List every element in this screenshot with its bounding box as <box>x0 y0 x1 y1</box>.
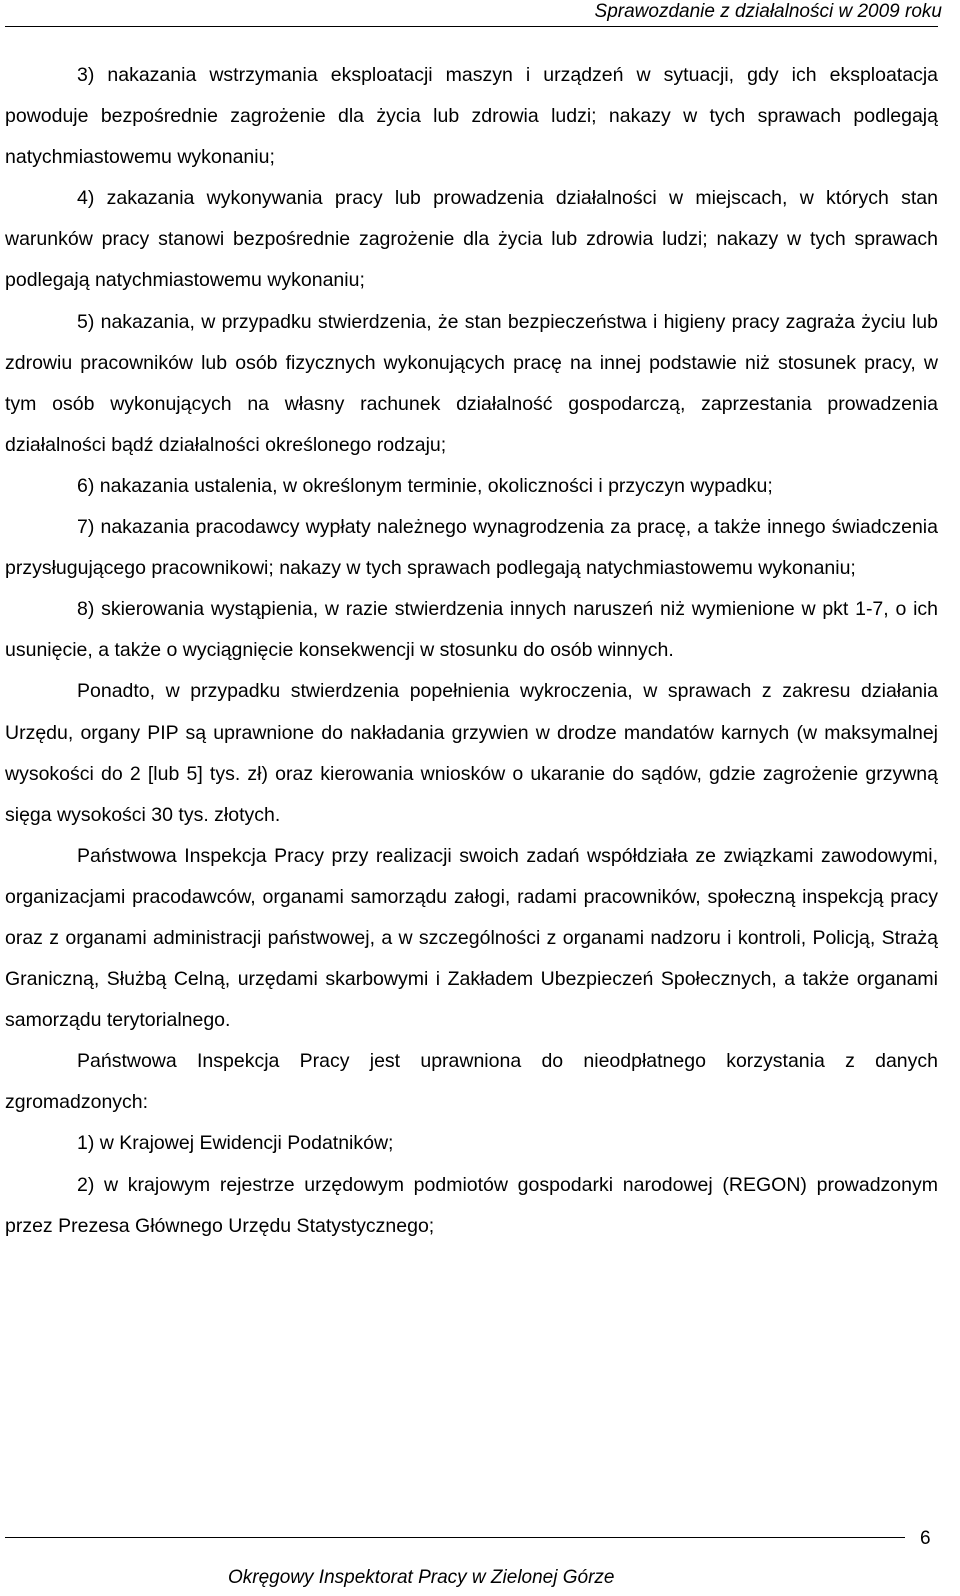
list-item-8: 8) skierowania wystąpienia, w razie stwierdzenia innych naruszeń niż wymienione w pkt 1-7, o ich usunięcie, a także o wyciągnięcie konsekwencji w stosunku do osób winnych. <box>5 598 938 662</box>
data-source-item-1: 1) w Krajowej Ewidencji Podatników; <box>77 1132 394 1155</box>
list-item-6: 6) nakazania ustalenia, w określonym terminie, okoliczności i przyczyn wypadku; <box>77 474 773 497</box>
list-item-4: 4) zakazania wykonywania pracy lub prowadzenia działalności w miejscach, w których stan warunków pracy stanowi bezpośrednie zagrożenie dla życia lub zdrowia ludzi; nakazy w tych sprawach podlegają natychmiastowemu wykonaniu; <box>5 187 938 292</box>
document-body <box>5 55 938 1247</box>
list-item-3: 3) nakazania wstrzymania eksploatacji maszyn i urządzeń w sytuacji, gdy ich eksploatacja powoduje bezpośrednie zagrożenie dla życia lub zdrowia ludzi; nakazy w tych sprawach podlegają natychmiastowemu wykonaniu; <box>5 64 938 169</box>
list-item-5: 5) nakazania, w przypadku stwierdzenia, że stan bezpieczeństwa i higieny pracy zagraża życiu lub zdrowiu pracowników lub osób fizycznych wykonujących pracę na innej podstawie niż stosunek pracy, w tym osób wykonujących na własny rachunek działalność gospodarczą, zaprzestania prowadzenia działalności bądź działalności określonego rodzaju; <box>5 310 938 456</box>
page-number: 6 <box>920 1528 931 1549</box>
footer-rule <box>5 1537 905 1538</box>
paragraph-cooperation: Państwowa Inspekcja Pracy przy realizacji swoich zadań współdziała ze związkami zawodowymi, organizacjami pracodawców, organami samorządu załogi, radami pracowników, społeczną inspekcją pracy oraz z organami administracji państwowej, a w szczególności z organami nadzoru i kontroli, Policją, Strażą Graniczną, Służbą Celną, urzędami skarbowymi i Zakładem Ubezpieczeń Społecznych, a także organami samorządu terytorialnego. <box>5 844 938 1032</box>
data-source-item-2: 2) w krajowym rejestrze urzędowym podmiotów gospodarki narodowej (REGON) prowadzonym przez Prezesa Głównego Urzędu Statystycznego; <box>5 1173 938 1237</box>
footer-text: Okręgowy Inspektorat Pracy w Zielonej Górze <box>228 1567 615 1588</box>
paragraph-penalties: Ponadto, w przypadku stwierdzenia popełnienia wykroczenia, w sprawach z zakresu działania Urzędu, organy PIP są uprawnione do nakładania grzywien w drodze mandatów karnych (w maksymalnej wysokości do 2 [lub 5] tys. zł) oraz kierowania wniosków o ukaranie do sądów, gdzie zagrożenie grzywną sięga wysokości 30 tys. złotych. <box>5 680 938 826</box>
list-item-7: 7) nakazania pracodawcy wypłaty należnego wynagrodzenia za pracę, a także innego świadczenia przysługującego pracownikowi; nakazy w tych sprawach podlegają natychmiastowemu wykonaniu; <box>5 516 938 580</box>
paragraph-data-access: Państwowa Inspekcja Pracy jest uprawniona do nieodpłatnego korzystania z danych zgromadzonych: <box>5 1050 938 1114</box>
running-header: Sprawozdanie z działalności w 2009 roku <box>594 1 942 22</box>
header-rule <box>5 26 938 27</box>
